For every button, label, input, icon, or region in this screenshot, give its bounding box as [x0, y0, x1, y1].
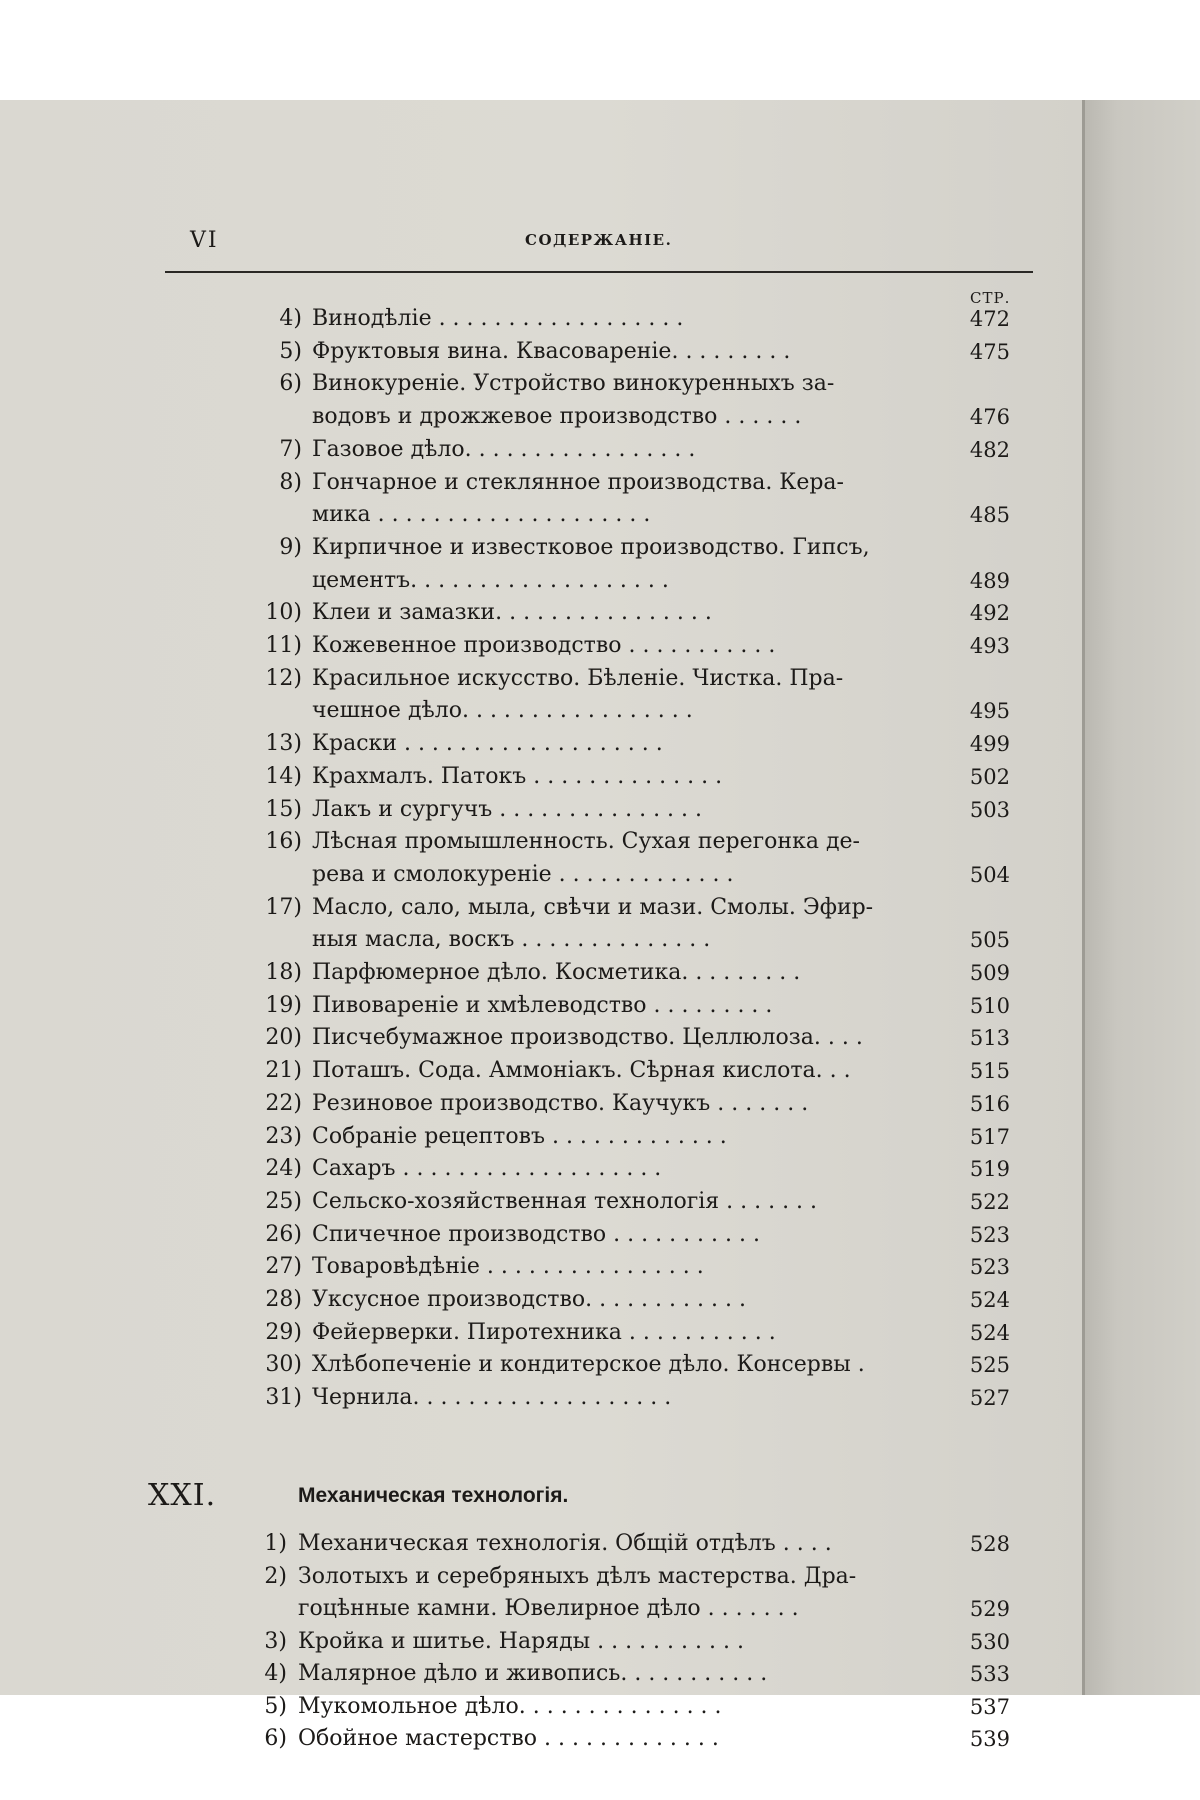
entry-page-number: 513 [969, 1026, 1010, 1051]
entry-number: 31) [265, 1385, 302, 1411]
toc-entry-line [0, 1022, 1082, 1054]
entry-number: 22) [265, 1090, 302, 1116]
entry-title: Гончарное и стеклянное производства. Кера- [312, 469, 844, 495]
page-column-label: СТР. [970, 289, 1011, 307]
entry-page-number: 476 [969, 405, 1010, 430]
entry-title: Пивовареніе и хмѣлеводство . . . . . . . . . [312, 992, 773, 1018]
entry-number: 15) [265, 796, 302, 822]
toc-entry-line [0, 761, 1082, 793]
entry-number: 4) [264, 1661, 287, 1686]
entry-number: 25) [265, 1188, 302, 1214]
entry-number: 1) [264, 1531, 287, 1556]
toc-entry-line [0, 336, 1082, 368]
entry-title: Парфюмерное дѣло. Косметика. . . . . . . . . [312, 960, 801, 985]
entry-page-number: 530 [969, 1629, 1010, 1654]
entry-page-number: 502 [969, 764, 1010, 789]
entry-number: 19) [265, 992, 302, 1018]
entry-number: 11) [265, 633, 302, 658]
toc-entry-line [0, 1349, 1082, 1381]
entry-page-number: 527 [969, 1386, 1010, 1411]
entry-page-number: 495 [969, 699, 1010, 724]
toc-entry-line [0, 1186, 1082, 1218]
entry-title: Спичечное производство . . . . . . . . . . . [312, 1221, 760, 1247]
toc-entry-line [0, 794, 1082, 826]
toc-entry-line [0, 892, 1082, 924]
entry-title: Кожевенное производство . . . . . . . . . . . [312, 633, 776, 658]
entry-page-number: 499 [969, 732, 1010, 757]
toc-entry-line [0, 859, 1082, 891]
entry-title: Товаровѣдѣніе . . . . . . . . . . . . . . . . [312, 1254, 704, 1280]
entry-page-number: 537 [969, 1694, 1010, 1719]
entry-title: Золотыхъ и серебряныхъ дѣлъ мастерства. Дра- [298, 1563, 857, 1589]
entry-page-number: 524 [969, 1288, 1010, 1312]
toc-entry-line [0, 1691, 1082, 1723]
toc-entry-line [0, 499, 1082, 531]
toc-entry-line [0, 1723, 1082, 1755]
entry-number: 5) [279, 338, 302, 364]
entry-title: Лѣсная промышленность. Сухая перегонка де- [312, 829, 860, 855]
toc-entry-line [0, 630, 1082, 662]
entry-title: Собраніе рецептовъ . . . . . . . . . . . . . [312, 1123, 727, 1149]
entry-number: 26) [265, 1221, 302, 1247]
entry-title: мика . . . . . . . . . . . . . . . . . . . . [312, 502, 651, 528]
toc-entry-line [0, 957, 1082, 989]
entry-page-number: 504 [969, 862, 1010, 887]
toc-entry-line [0, 1382, 1082, 1414]
entry-title: Красильное искусство. Бѣленіе. Чистка. Пра- [312, 665, 844, 691]
entry-page-number: 485 [969, 503, 1010, 528]
entry-title: цементъ. . . . . . . . . . . . . . . . . . . [312, 567, 669, 593]
entry-title: Лакъ и сургучъ . . . . . . . . . . . . . . . [312, 796, 703, 822]
section-number: XXI. [148, 1478, 217, 1513]
entry-title: чешное дѣло. . . . . . . . . . . . . . . . . [312, 698, 693, 724]
entry-page-number: 533 [969, 1662, 1010, 1686]
entry-title: Клеи и замазки. . . . . . . . . . . . . . . . [312, 600, 712, 626]
entry-title: Краски . . . . . . . . . . . . . . . . . . . [312, 731, 663, 757]
entry-page-number: 492 [969, 601, 1010, 626]
folio-number: VI [190, 228, 219, 253]
entry-page-number: 523 [969, 1255, 1010, 1280]
entry-number: 27) [265, 1254, 302, 1280]
entry-page-number: 475 [969, 339, 1010, 364]
entry-number: 29) [265, 1319, 302, 1345]
entry-title: Резиновое производство. Каучукъ . . . . . . . [312, 1090, 809, 1116]
entry-page-number: 524 [969, 1320, 1010, 1345]
toc-entry-line [0, 1317, 1082, 1349]
entry-number: 10) [265, 600, 302, 626]
entry-page-number: 515 [969, 1059, 1010, 1084]
entry-number: 2) [264, 1563, 287, 1589]
section-title: Механическая технологія. [298, 1484, 569, 1507]
entry-page-number: 519 [969, 1157, 1010, 1182]
entry-number: 20) [265, 1025, 302, 1051]
entry-title: Кирпичное и известковое производство. Гипсъ, [312, 534, 870, 560]
entry-page-number: 528 [969, 1532, 1010, 1556]
entry-title: водовъ и дрожжевое производство . . . . . . [312, 404, 802, 430]
entry-page-number: 525 [969, 1353, 1010, 1378]
entry-number: 28) [265, 1287, 302, 1312]
entry-page-number: 482 [969, 437, 1010, 462]
toc-entry-line [0, 532, 1082, 564]
entry-page-number: 517 [969, 1124, 1010, 1149]
toc-entry-line [0, 728, 1082, 760]
toc-entry-line [0, 368, 1082, 400]
entry-title: Писчебумажное производство. Целлюлоза. . . . [312, 1025, 863, 1051]
entry-number: 14) [265, 763, 302, 789]
toc-entry-line [0, 1251, 1082, 1283]
entry-page-number: 489 [969, 568, 1010, 593]
entry-number: 4) [279, 306, 302, 331]
toc-entry-line [0, 663, 1082, 695]
entry-title: Сахаръ . . . . . . . . . . . . . . . . . . . [312, 1156, 662, 1182]
entry-title: Хлѣбопеченіе и кондитерское дѣло. Консервы . [312, 1352, 865, 1378]
entry-number: 3) [264, 1628, 287, 1654]
entry-title: Фейерверки. Пиротехника . . . . . . . . . . . [312, 1319, 776, 1345]
toc-entry-line [0, 1626, 1082, 1658]
entry-title: Газовое дѣло. . . . . . . . . . . . . . . . . [312, 436, 696, 462]
entry-number: 8) [279, 469, 302, 495]
entry-number: 23) [265, 1123, 302, 1149]
toc-entry-line [0, 826, 1082, 858]
entry-page-number: 472 [969, 307, 1010, 331]
entry-title: Винодѣліе . . . . . . . . . . . . . . . . . . [312, 306, 684, 331]
adjacent-page-edge [1082, 100, 1200, 1695]
entry-page-number: 505 [969, 928, 1010, 953]
toc-entry-line [0, 401, 1082, 433]
entry-number: 6) [279, 371, 302, 397]
toc-entry-line [0, 1593, 1082, 1625]
book-page [0, 100, 1082, 1751]
entry-title: Механическая технологія. Общій отдѣлъ . . . . [298, 1531, 832, 1556]
page-photo [0, 100, 1200, 1751]
toc-entry-line [0, 1055, 1082, 1087]
entry-number: 12) [265, 665, 302, 691]
entry-title: гоцѣнные камни. Ювелирное дѣло . . . . . . . [298, 1596, 799, 1621]
entry-number: 16) [265, 829, 302, 855]
entry-number: 17) [265, 894, 302, 920]
entry-page-number: 529 [969, 1597, 1010, 1621]
entry-page-number: 503 [969, 797, 1010, 822]
entry-page-number: 522 [969, 1189, 1010, 1214]
header-rule [165, 271, 1033, 273]
entry-page-number: 523 [969, 1222, 1010, 1247]
entry-page-number: 510 [969, 993, 1010, 1018]
toc-entry-line [0, 1284, 1082, 1316]
toc-entry-line [0, 1153, 1082, 1185]
toc-entry-line [0, 1088, 1082, 1120]
entry-number: 21) [265, 1058, 302, 1084]
entry-number: 13) [265, 731, 302, 757]
toc-entry-line [0, 303, 1082, 335]
entry-title: ныя масла, воскъ . . . . . . . . . . . . . . [312, 927, 711, 953]
toc-entry-line [0, 990, 1082, 1022]
toc-entry-line [0, 1219, 1082, 1251]
entry-number: 9) [279, 534, 302, 560]
entry-title: Фруктовыя вина. Квасовареніе. . . . . . . . . [312, 338, 791, 364]
entry-number: 7) [279, 436, 302, 462]
entry-title: Малярное дѣло и живопись. . . . . . . . . . . [298, 1661, 768, 1686]
running-head: СОДЕРЖАНІЕ. [525, 231, 673, 249]
toc-entry-line [0, 434, 1082, 466]
toc-entry-line [0, 1121, 1082, 1153]
entry-title: Сельско-хозяйственная технологія . . . . . . . [312, 1188, 818, 1214]
entry-page-number: 509 [969, 961, 1010, 985]
entry-number: 30) [265, 1352, 302, 1378]
toc-entry-line [0, 695, 1082, 727]
entry-title: Мукомольное дѣло. . . . . . . . . . . . . . . [298, 1693, 722, 1719]
page-gutter-line [1082, 100, 1085, 1695]
entry-number: 18) [265, 960, 302, 985]
toc-entry-line [0, 597, 1082, 629]
entry-title: Кройка и шитье. Наряды . . . . . . . . . . . [298, 1628, 744, 1654]
entry-page-number: 493 [969, 634, 1010, 658]
entry-number: 24) [265, 1156, 302, 1182]
toc-entry-line [0, 1528, 1082, 1560]
entry-title: Винокуреніе. Устройство винокуренныхъ за- [312, 371, 835, 397]
entry-title: Уксусное производство. . . . . . . . . . . . [312, 1287, 746, 1312]
toc-entry-line [0, 1658, 1082, 1690]
entry-title: Масло, сало, мыла, свѣчи и мази. Смолы. Эфир- [312, 894, 874, 920]
toc-entry-line [0, 467, 1082, 499]
entry-page-number: 539 [969, 1727, 1010, 1751]
entry-page-number: 516 [969, 1091, 1010, 1116]
entry-number: 6) [264, 1726, 287, 1751]
entry-title: Чернила. . . . . . . . . . . . . . . . . . . [312, 1385, 672, 1411]
entry-title: рева и смолокуреніе . . . . . . . . . . . . . [312, 861, 734, 887]
toc-entry-line [0, 924, 1082, 956]
toc-entry-line [0, 1561, 1082, 1593]
entry-title: Крахмалъ. Патокъ . . . . . . . . . . . . . . [312, 763, 723, 789]
entry-title: Поташъ. Сода. Аммоніакъ. Сѣрная кислота. . . [312, 1058, 851, 1084]
toc-entry-line [0, 565, 1082, 597]
entry-title: Обойное мастерство . . . . . . . . . . . . . [298, 1726, 719, 1751]
entry-number: 5) [264, 1693, 287, 1719]
